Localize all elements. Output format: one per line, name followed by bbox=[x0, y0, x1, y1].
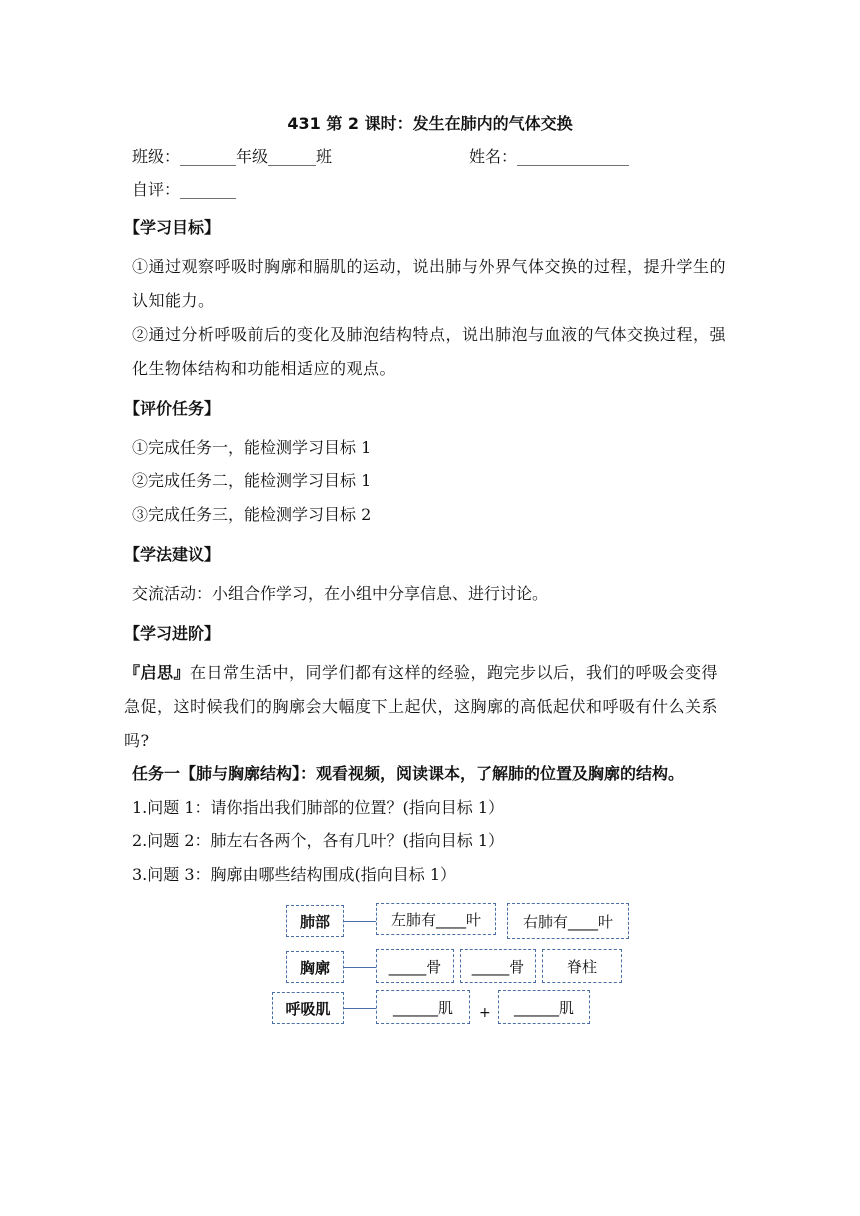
bone-1-box: _____骨 bbox=[376, 949, 454, 983]
muscle-1-box: ______肌 bbox=[376, 990, 470, 1024]
thorax-label-box: 胸廓 bbox=[286, 951, 344, 983]
question-2: 2.问题 2：肺左右各两个，各有几叶？(指向目标 1） bbox=[132, 831, 505, 850]
muscle-label-box: 呼吸肌 bbox=[272, 992, 344, 1024]
evaluation-item-2: ②完成任务二，能检测学习目标 1 bbox=[132, 471, 372, 490]
method-text: 交流活动：小组合作学习，在小组中分享信息、进行讨论。 bbox=[132, 584, 549, 603]
intro-text: 在日常生活中，同学们都有这样的经验，跑完步以后，我们的呼吸会变得急促，这时候我们的胸廓会大幅度下上起伏，这胸廓的高低起伏和呼吸有什么关系吗? bbox=[124, 663, 719, 750]
question-3: 3.问题 3：胸廓由哪些结构围成(指向目标 1） bbox=[132, 865, 457, 884]
task1-line: 任务一【肺与胸廓结构】：观看视频，阅读课本，了解肺的位置及胸廓的结构。 bbox=[132, 764, 685, 783]
name-line: 姓名：______________ bbox=[469, 147, 630, 166]
right-lung-box: 右肺有____叶 bbox=[507, 903, 629, 939]
intro-label: 『启思』 bbox=[124, 663, 191, 682]
progress-heading: 【学习进阶】 bbox=[124, 624, 221, 643]
evaluation-heading: 【评价任务】 bbox=[124, 399, 221, 418]
objective-1: ①通过观察呼吸时胸廓和膈肌的运动，说出肺与外界气体交换的过程，提升学生的认知能力。 bbox=[132, 257, 727, 310]
intro-paragraph bbox=[124, 656, 732, 758]
plus-sign: + bbox=[479, 1005, 491, 1021]
lung-label-box: 肺部 bbox=[286, 905, 344, 937]
objectives-heading: 【学习目标】 bbox=[124, 218, 221, 237]
muscle-2-box: ______肌 bbox=[498, 990, 590, 1024]
evaluation-item-3: ③完成任务三，能检测学习目标 2 bbox=[132, 505, 372, 524]
objective-2: ②通过分析呼吸前后的变化及肺泡结构特点，说出肺泡与血液的气体交换过程，强化生物体结构和功能相适应的观点。 bbox=[132, 325, 727, 378]
left-lung-box: 左肺有____叶 bbox=[376, 903, 496, 935]
class-line: 班级：_______年级______班 bbox=[132, 147, 333, 166]
question-1: 1.问题 1：请你指出我们肺部的位置？(指向目标 1） bbox=[132, 798, 505, 817]
bone-2-box: _____骨 bbox=[460, 949, 536, 983]
evaluation-item-1: ①完成任务一，能检测学习目标 1 bbox=[132, 438, 372, 457]
spine-box: 脊柱 bbox=[542, 949, 622, 983]
method-heading: 【学法建议】 bbox=[124, 545, 221, 564]
eval-line: 自评：_______ bbox=[132, 180, 237, 199]
thorax-connector bbox=[344, 967, 376, 968]
page-title: 431 第 2 课时：发生在肺内的气体交换 bbox=[287, 114, 573, 133]
lung-connector bbox=[344, 921, 376, 922]
muscle-connector bbox=[344, 1008, 376, 1009]
